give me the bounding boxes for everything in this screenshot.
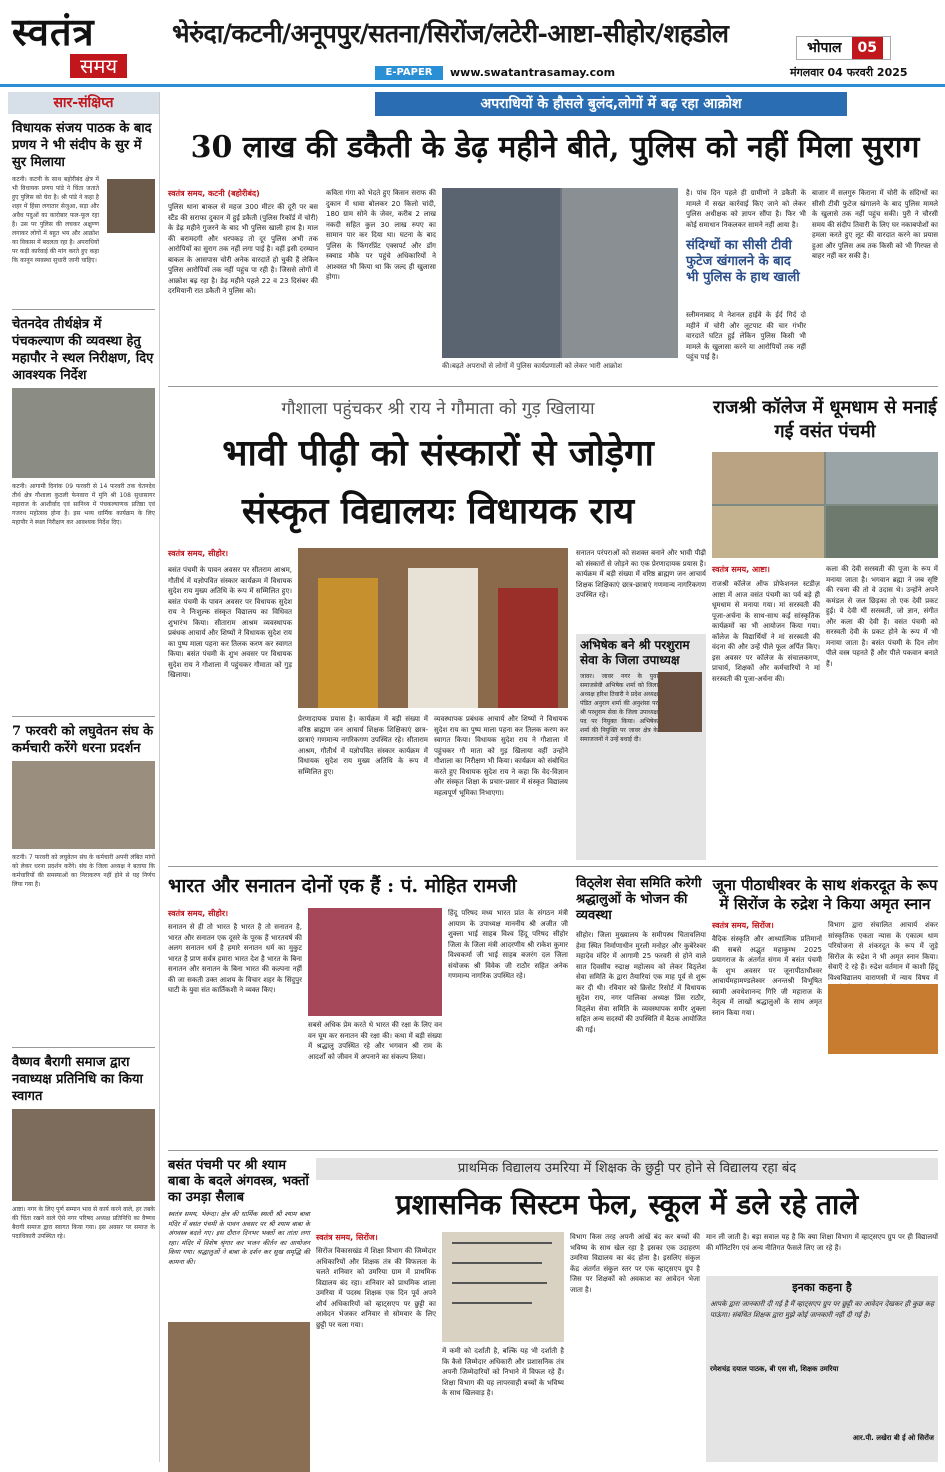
brief-3-photo xyxy=(12,761,155,849)
school-quote-box xyxy=(706,1276,938,1462)
sanskrit-photo xyxy=(298,548,568,708)
sanskrit-headline-1: भावी पीढ़ी को संस्कारों से जोड़ेगा xyxy=(222,432,654,474)
brief-2-title: चेतनदेव तीर्थक्षेत्र में पंचकल्याण की व्यवस्था हेतु महापौर ने स्थल निरीक्षण, दिए आवश्यक निर्देश xyxy=(12,317,154,383)
juna-byline: स्वतंत्र समय, सिरोंज। xyxy=(712,921,774,930)
photo-figure xyxy=(498,588,558,708)
quote-box-sign-1: रमेशचंद्र दयाल पाठक, बी एस सी, शिक्षक उमरिया xyxy=(710,1365,839,1373)
website-link[interactable]: www.swatantrasamay.com xyxy=(450,66,616,79)
top-story-photo xyxy=(442,188,678,358)
brief-4-photo xyxy=(12,1109,155,1201)
juna-headline: जूना पीठाधीश्वर के साथ शंकरदूत के रूप में सिरोंज के रुद्रेश ने किया अमृत स्नान xyxy=(712,876,938,913)
vasant-photo xyxy=(712,452,938,558)
brief-1-photo xyxy=(107,179,155,233)
quote-box-title: इनका कहना है xyxy=(792,1281,852,1294)
sidebar-heading: सार-संक्षिप्त xyxy=(8,92,159,114)
top-story-banner: अपराधियों के हौसले बुलंद,लोगों में बढ़ रहा आक्रोश xyxy=(375,92,847,116)
juna-photo xyxy=(828,984,938,1054)
top-story-col3-text: है। पांच दिन पहले ही ग्रामीणों ने डकैती के मामले में सख्त कार्रवाई किए जाने को लेकर पुलिस अधीक्षक को ज्ञापन सौंपा है। फिर भी कोई समाधान निकलकर सामने नहीं आया है। xyxy=(686,189,806,229)
top-story-col3b-text: स्लीमनाबाद मे नेशनल हाईवे के ईर्द गिर्द दो महीने में चोरी और लूटपाट की चार गंभीर वारदातें घटित हुई लेकिन पुलिस किसी भी मामले के खुलासा करने या आरोपियों तक नहीं पहुंच पाई है। xyxy=(686,311,806,361)
sanatan-headline: भारत और सनातन दोनों एक हैं : पं. मोहित रामजी xyxy=(168,875,517,897)
school-col3-text: विभाग किस तरह अपनी आंखें बंद कर बच्चों की भविष्य के साथ खेल रहा है इसका एक उदाहरण उमरिया विद्यालय का बंद होना है। इसलिए संकुल केंद्र अंतर्गत संकुल स्तर पर एक व्हाट्सएप ग्रुप है जिस पर शिक्षकों को अवकाश का आवेदन भेजा जाता है। xyxy=(570,1233,700,1294)
juna-col2-text: विभाग द्वारा संचालित आचार्य शंकर सांस्कृतिक एकता न्यास के एकात्म धाम परियोजना से शंकरदूत के रूप में जुड़े सिरोंज के रुद्रेश ने भी अमृत स्नान किया। सेवाएँ दे रहे हैं। रुद्रेश वर्तमान में काशी हिंदू विश्वविद्यालय वाराणसी में न्याय विषय में xyxy=(828,921,938,982)
quote-box-sign-2: आर.पी. लखेरा बी ई ओ सिरोंज xyxy=(852,1434,934,1442)
top-story-col1-text: पुलिस थाना बाकल से महज 300 मीटर की दूरी पर बस स्टैंड की सराफा दुकान में हुई डकैती (पुलिस रिकॉर्ड में चोरी) के डेढ़ महीने गुजरने के बाद भी पुलिस खाली हाथ है। माल की बरामदगी और धरपकड़ तो दूर पुलिस अभी तक आरोपियों का सुराग तक नहीं लगा पाई है। वहीं इसी दरम्यान बाकल के आसपास चोरी अनेक वारदातें हो चुकी हैं लेकिन पुलिस आरोपियों तक नहीं पहुंच पा रही है। जिससे लोगों में आक्रोश बढ़ रहा है। डेढ़ महीने पहले 22 व 23 दिसंबर की दरमियानी रात डकैती ने पुलिस को। xyxy=(168,203,318,295)
sanatan-col1-text: सनातन से ही तो भारत है भारत है तो सनातन है, भारत और सनातन एक दूसरे के पूरक हैं भारतवर्ष की अलग सनातन धर्म है हमारे सनातन धर्म का मुकुट भारत है प्राण सर्वत्र हमारा भारत देश है भारत के बिना सनातन और सनातन के बिना भारत की कल्पना नहीं की जा सकती उक्त आशय के विचार शहर के सिंदुपुर घाटी के युवा संत कार्तिकशी ने व्यक्त किए। xyxy=(168,923,302,994)
vitthalesh-text: सीहोर। जिला मुख्यालय के समीपस्थ चितावलिया हेमा स्थित निर्माणाधीन मुरली मनोहर और कुबेरेश्वर महादेव मंदिर में आगामी 25 फरवरी से होने वाले सात दिवसीय रुद्राक्ष महोत्सव को लेकर विठ्लेश सेवा समिति के द्वारा तैयारियां एक माह पूर्व से शुरू कर दी थी। रविवार को क्रिसेंट रिसोर्ट में विधायक सुदेश राय, नगर पालिका अध्यक्ष प्रिंस राठौर, विठ्लेश सेवा समिति के व्यवस्थापक समीर शुक्ला सहित अन्य सदस्यों की उपस्थिति में बैठक आयोजित की गई। xyxy=(576,931,706,1034)
top-story-byline: स्वतंत्र समय, कटनी (बहोरीबंद) xyxy=(168,189,260,198)
photo-panel-right xyxy=(562,188,678,358)
school-photo xyxy=(442,1232,564,1342)
city-page-box xyxy=(796,36,891,60)
document-line xyxy=(452,1282,547,1284)
edition-list: भेरुंदा/कटनी/अनूपपुर/सतना/सिरोंज/लटेरी-आष्टा-सीहोर/शहडोल xyxy=(172,19,729,48)
brief-3-text: कटनी। 7 फरवरी को लघुवेतन संघ के कर्मचारी अपनी लंबित मांगों को लेकर धरना प्रदर्शन करेंगे। संघ के जिला अध्यक्ष ने बताया कि कर्मचारियों की समस्याओं का निराकरण नहीं होने से यह निर्णय लिया गया है। xyxy=(12,854,155,888)
brief-2-photo xyxy=(12,388,155,478)
epaper-tag: E-PAPER xyxy=(375,66,443,80)
masthead-logo xyxy=(12,10,162,82)
sidebar-briefs xyxy=(8,92,160,1462)
document-line xyxy=(452,1262,542,1264)
brief-4-title: वैष्णव बैरागी समाज द्वारा नवाध्यक्ष प्रतिनिधि का किया स्वागत xyxy=(12,1055,143,1104)
photo-panel xyxy=(712,506,824,558)
ashram-photo xyxy=(168,1322,310,1472)
ashram-text: स्वतंत्र समय, भेरूंदा। क्षेत्र की धार्मिक स्थली श्री श्याम बाबा मंदिर में बसंत पंचमी के पावन अवसर पर श्री श्याम बाबा के अंगवस्त्र बदले गए। इस दौरान दिनभर भक्तों का तांता लगा रहा। मंदिर में विशेष श्रृंगार कर भजन कीर्तन का आयोजन किया गया। श्रद्धालुओं ने बाबा के दर्शन कर सुख समृद्धि की कामना की। xyxy=(168,1210,310,1266)
photo-figure xyxy=(408,568,478,708)
vasant-byline: स्वतंत्र समय, आष्टा। xyxy=(712,565,770,574)
school-col4-text: मान ली जाती है। बड़ा सवाल यह है कि क्या शिक्षा विभाग में व्हाट्सएप ग्रुप पर ही विद्यालयों की मॉनिटरिंग एवं अन्य नीतिगत फैसले लिए जा रहे हैं। xyxy=(706,1233,938,1252)
document-line xyxy=(452,1302,532,1304)
sanatan-col3-text: हिंदू परिषद मध्य भारत प्रांत के संगठन मंत्री आयाम के उपाध्यक्ष माननीय श्री अजीत जी शुक्ला भाई साहब विश्व हिंदू परिषद सीहोर जिला के जिला मंत्री आदरणीय श्री राकेश कुमार विश्वकर्मा जी भाई साहब बजरंग दल जिला संयोजक श्री विवेक जी राठौर सहित अनेक गणमान्य नागरिक उपस्थित रहे। xyxy=(448,909,568,980)
vasant-col2-text: कला की देवी सरस्वती की पूजा के रूप में मनाया जाता है। भगवान ब्रह्मा ने जब सृष्टि की रचना की तो वे उदास थे। उन्होंने अपने कमंडल से जल छिड़का तो एक देवी प्रकट हुई। ये देवी थीं सरस्वती, जो ज्ञान, संगीत और कला की देवी हैं। वसंत पंचमी को सरस्वती देवी के प्रकट होने के रूप में भी मनाया जाता है। बसंत पंचमी के दिन लोग पीले वस्त्र पहनते हैं और पीले पकवान बनाते हैं। xyxy=(826,565,938,668)
issue-date: मंगलवार 04 फरवरी 2025 xyxy=(790,66,908,79)
divider xyxy=(168,1150,938,1151)
sanskrit-col-1 xyxy=(168,548,292,858)
top-story-subhead: संदिग्धों का सीसी टीवी फुटेज खंगालने के बाद भी पुलिस के हाथ खाली xyxy=(686,238,800,285)
school-headline: प्रशासनिक सिस्टम फेल, स्कूल में डले रहे ताले xyxy=(395,1188,859,1221)
document-line xyxy=(452,1242,552,1244)
sanatan-photo xyxy=(308,908,442,1016)
logo-subtitle: समय xyxy=(70,54,127,78)
brief-1-text: कटनी। कटनी के साथ बहोरीबंद क्षेत्र में भी विधायक प्रणय पांडे ने चिंता जताते हुए पुलिस को घेरा है। श्री पांडे ने कहा है शहर में हिंसा लगातार सेजुआ, सड़ा और अवैध पदुओं का कारोबार फल-फूल रहा है। उस पर पुलिस की लचकर अक्षुण्ण लगाकर लोगों में बहुत भय और आक्रोश का विकास में बदलता रहा है। अपराधियों पर कड़ी कार्रवाई की मांग करते हुए कहा कि कानून व्यवस्था सुधारी जानी चाहिए। xyxy=(12,176,99,264)
photo-figure xyxy=(318,578,378,708)
sanskrit-col4-text: सनातन परंपराओं को सशक्त बनाने और भावी पीढ़ी को संस्कारों से जोड़ने का एक प्रेरणादायक प्रयास है। कार्यक्रम में बड़ी संख्या में वरिष्ठ ब्राह्मण जन आचार्य शिक्षक शिक्षिकाएं छात्र-छात्राएं गणमान्य नागरिकगण उपस्थित रहे। xyxy=(576,549,706,599)
header-rule xyxy=(0,84,945,87)
top-story-caption: की।बढ़ते अपराधों से लोगों में पुलिस कार्यप्रणाली को लेकर भारी आक्रोश xyxy=(442,362,622,370)
photo-panel xyxy=(826,506,938,558)
sanskrit-headline-2: संस्कृत विद्यालयः विधायक राय xyxy=(241,490,635,532)
top-story-col-1 xyxy=(168,188,318,378)
vitthalesh-story xyxy=(576,876,706,1144)
ashram-story xyxy=(168,1158,310,1462)
brief-2-text: कटनी। आगामी दिनांक 09 फरवरी से 14 फरवरी तक चेतनदेव तीर्थ क्षेत्र गौशाला कुठली फेनवारा में मुनि श्री 108 सुधासागर महाराज के आशीर्वाद एवं सानिध्य में पंचकल्याणक प्रतिष्ठा एवं गजरथ महोत्सव होना है। इस भव्य धार्मिक कार्यक्रम के लिए महापौर ने स्थल निरीक्षण कर आवश्यक निर्देश दिए। xyxy=(12,483,155,526)
divider xyxy=(12,716,155,717)
top-story-headline: 30 लाख की डकैती के डेढ़ महीने बीते, पुलिस को नहीं मिला सुराग xyxy=(190,130,920,165)
sanskrit-col3-text: व्यवस्थापक प्रबंधक आचार्य और शिष्यों ने विधायक सुदेश राय का पुष्प माला पहना कर तिलक करण कर स्वागत किया। विधायक सुदेश राय ने गौशाला में पहुंचकर गौ माता को गुड़ खिलाया वहीं उन्होंने गौशाला का निरीक्षण भी किया। कार्यक्रम को संबोधित करते हुए विधायक सुदेश राय ने कहा कि वेद-विज्ञान और संस्कृत शिक्षा के प्रचार-प्रसार में संस्कृत विद्यालय महत्वपूर्ण भूमिका निभाएगा। xyxy=(434,715,568,797)
vasant-headline: राजश्री कॉलेज में धूमधाम से मनाई गई वसंत पंचमी xyxy=(713,397,937,442)
school-col1-text: सिरोंज विकासखंड में शिक्षा विभाग की जिम्मेदार अधिकारियों और शिक्षक तंत्र की विफलता के चलते शनिवार को उमरिया ग्राम में प्राथमिक विद्यालय बंद रहा। शनिवार को प्राथमिक शाला उमरिया में पदस्थ शिक्षक एक दिन पूर्व अपने शौर्य अधिकारियों को व्हाट्सएप पर छुट्टी का आवेदन भेजकर शनिवार से सोमवार के लिए छुट्टी पर चला गया। xyxy=(316,1247,436,1329)
sanskrit-kicker: गौशाला पहुंचकर श्री राय ने गौमाता को गुड़ खिलाया xyxy=(281,399,595,419)
school-byline: स्वतंत्र समय, सिरोंज। xyxy=(316,1233,378,1242)
brief-4-text: आष्टा। नगर के लिए पूर्ण सम्मान भाव से कार्य करने वाले, हर तबके की चिंता रखने वाले ऐसे नगर परिषद अध्यक्ष प्रतिनिधि का वैष्णव बैरागी समाज द्वारा स्वागत किया गया। इस अवसर पर समाज के पदाधिकारी उपस्थित रहे। xyxy=(12,1206,155,1240)
abhishek-photo xyxy=(658,672,702,732)
city-name: भोपाल xyxy=(807,40,842,56)
vitthalesh-headline: विठ्लेश सेवा समिति करेगी श्रद्धालुओं के भोजन की व्यवस्था xyxy=(576,876,702,923)
sanskrit-col1-text: बसंत पंचमी के पावन अवसर पर सीतराम आश्रम, गौतीर्थ में यज्ञोपवित संस्कार कार्यक्रम में विधायक सुदेश राय मुख्य अतिथि के रूप में सम्मिलित हुए। बसंत पंचमी के पावन अवसर पर विधायक सुदेश राय ने निःशुल्क संस्कृत विद्यालय का विधिवत शुभारंभ किया। सीताराम आश्रम व्यवस्थापक प्रबंधक आचार्य और शिष्यों ने विधायक सुदेश राय का पुष्प माला पहना कर तिलक करण कर स्वागत किया। बसंत पंचमी के शुभ अवसर पर विधायक सुदेश राय ने गौशाला में पहुंचकर गौमाता को गुड़ खिलाया। xyxy=(168,566,292,679)
divider xyxy=(12,1047,155,1048)
top-story-col4-text: बाजार में सलगुरु किराना में चोरी के संदिग्धों का सीसी टीवी फुटेज खंगालने के बाद पुलिस मामले के खुलासे तक नहीं पहुंच सकी। पुरी ने चौरसी समय की संदीप तिवारी के लिए घर नकाबपोशों का हमला करते हुए लूट की वारदात करने का प्रयास हुआ और पुलिस अब तक किसी को भी गिरफ्त से बाहर नहीं कर सकी है। xyxy=(812,189,938,260)
vasant-col1-text: राजश्री कॉलेज ऑफ प्रोफेशनल स्टडीज़ आष्टा में आज वसंत पंचमी का पर्व बड़े ही धूमधाम से मनाया गया। मां सरस्वती की पूजा-अर्चना के साथ-साथ कई सांस्कृतिक कार्यक्रमों का भी आयोजन किया गया। कॉलेज के विद्यार्थियों ने मां सरस्वती की वंदना की और उन्हें पीले फूल अर्पित किए। इस अवसर पर कॉलेज के संचालकगण, प्राचार्य, शिक्षकों और कर्मचारियों ने मां सरस्वती की पूजा-अर्चना की। xyxy=(712,580,820,683)
top-story-col2-text: कविता गंगा को भेदते हुए किसन सराफ की दुकान में धावा बोलकर 20 किलो चांदी, 180 ग्राम सोने के जेवर, करीब 2 लाख नकदी सहित कुल 30 लाख रुपए का सामान पार कर दिया था। घटना के बाद पुलिस के फिंगरप्रिंट एक्सपर्ट और डॉग स्क्वाड मौके पर पहुंचे अधिकारियों ने आश्वस्त भी किया था कि जल्द ही खुलासा होगा। xyxy=(326,189,436,281)
sanatan-col2-text: सबसे अधिक प्रेम करते थे भारत की रक्षा के लिए वन वन घूम कर सनातन की रक्षा की। कथा में बड़ी संख्या में श्रद्धालु उपस्थित रहे और भगवान श्री राम के आदर्शों को जीवन में अपनाने का संकल्प लिया। xyxy=(308,1021,442,1061)
abhishek-brief xyxy=(576,634,706,860)
brief-1 xyxy=(8,114,159,175)
abhishek-headline: अभिषेक बने श्री परशुराम सेवा के जिला उपाध्यक्ष xyxy=(580,638,690,667)
school-kicker: प्राथमिक विद्यालय उमरिया में शिक्षक के छुट्टी पर होने से विद्यालय रहा बंद xyxy=(316,1158,938,1180)
juna-col1-text: वैदिक संस्कृति और आध्यात्मिक प्रतिमानों की सबसे अद्भुत महाकुम्भ 2025 प्रयागराज के अंतर्गत संगम में बसंत पंचमी के शुभ अवसर पर जूनापीठाधीश्वर आचार्यमहामण्डलेश्वर अनन्तश्री विभूषित स्वामी अवधेशानन्द गिरि जी महाराज के नेतृत्व में लाखों श्रद्धालुओं के साथ अमृत स्नान किया गया। xyxy=(712,935,822,1017)
divider xyxy=(168,866,938,867)
divider xyxy=(12,309,155,310)
sanatan-col-1 xyxy=(168,908,302,1144)
logo-title: स्वतंत्र xyxy=(12,9,95,54)
sanskrit-col2-text: प्रेरणादायक प्रयास है। कार्यक्रम में बड़ी संख्या में वरिष्ठ ब्राह्मण जन आचार्य शिक्षक शिक्षिकाएं छात्र-छात्राएं गणमान्य नगरिकगण उपस्थित रहे। सीताराम आश्रम, गौतीर्थ में यज्ञोपवित संस्कार कार्यक्रम में विधायक सुदेश राय मुख्य अतिथि के रूप में सम्मिलित हुए। xyxy=(298,715,428,776)
juna-col-1 xyxy=(712,920,822,1144)
divider xyxy=(168,386,938,387)
vasant-col-1 xyxy=(712,564,820,860)
school-col-1 xyxy=(316,1232,436,1462)
photo-panel xyxy=(826,452,938,504)
brief-3-title: 7 फरवरी को लघुवेतन संघ के कर्मचारी करेंगे धरना प्रदर्शन xyxy=(12,724,154,756)
school-col2-text: में कमी को दर्शाती है, बल्कि यह भी दर्शाती है कि कैसे जिम्मेदार अधिकारी और प्रशासनिक तंत्र अपनी जिम्मेदारियों को निभाने में विफल रहे हैं। शिक्षा विभाग की यह लापरवाही बच्चों के भविष्य के साथ खिलवाड़ है। xyxy=(442,1347,564,1397)
abhishek-text: जावर। जावर नगर के युवा समाजसेवी अभिषेक शर्मा को जिला अध्यक्ष हरिश तिवारी ने प्रदेश अध्यक्ष पंडित अनुराग शर्मा की अनुशंसा पर श्री परशुराम सेवा के जिला उपाध्यक्ष पद पर नियुक्त किया। अभिषेक शर्मा की नियुक्ति पर जावर क्षेत्र के समाजजनों ने उन्हें बधाई दी। xyxy=(580,673,658,743)
ashram-headline: बसंत पंचमी पर श्री श्याम बाबा के बदले अंगवस्त्र, भक्तों का उमड़ा सैलाब xyxy=(168,1158,309,1205)
sanatan-byline: स्वतंत्र समय, सीहोर। xyxy=(168,909,229,918)
brief-1-title: विधायक संजय पाठक के बाद प्रणय ने भी संदीप के सुर में सुर मिलाया xyxy=(12,121,152,170)
photo-panel-left xyxy=(442,188,560,358)
page-number: 05 xyxy=(852,37,883,59)
sanskrit-byline: स्वतंत्र समय, सीहोर। xyxy=(168,549,229,558)
quote-box-text: आपके द्वारा जानकारी दी गई है मैं व्हाट्सएप ग्रुप पर छुट्टी का आवेदन देखकर ही कुछ कह पाऊंगा। संबंधित शिक्षक द्वारा मुझे कोई जानकारी नहीं दी गई है। xyxy=(710,1300,934,1319)
photo-panel xyxy=(712,452,824,504)
